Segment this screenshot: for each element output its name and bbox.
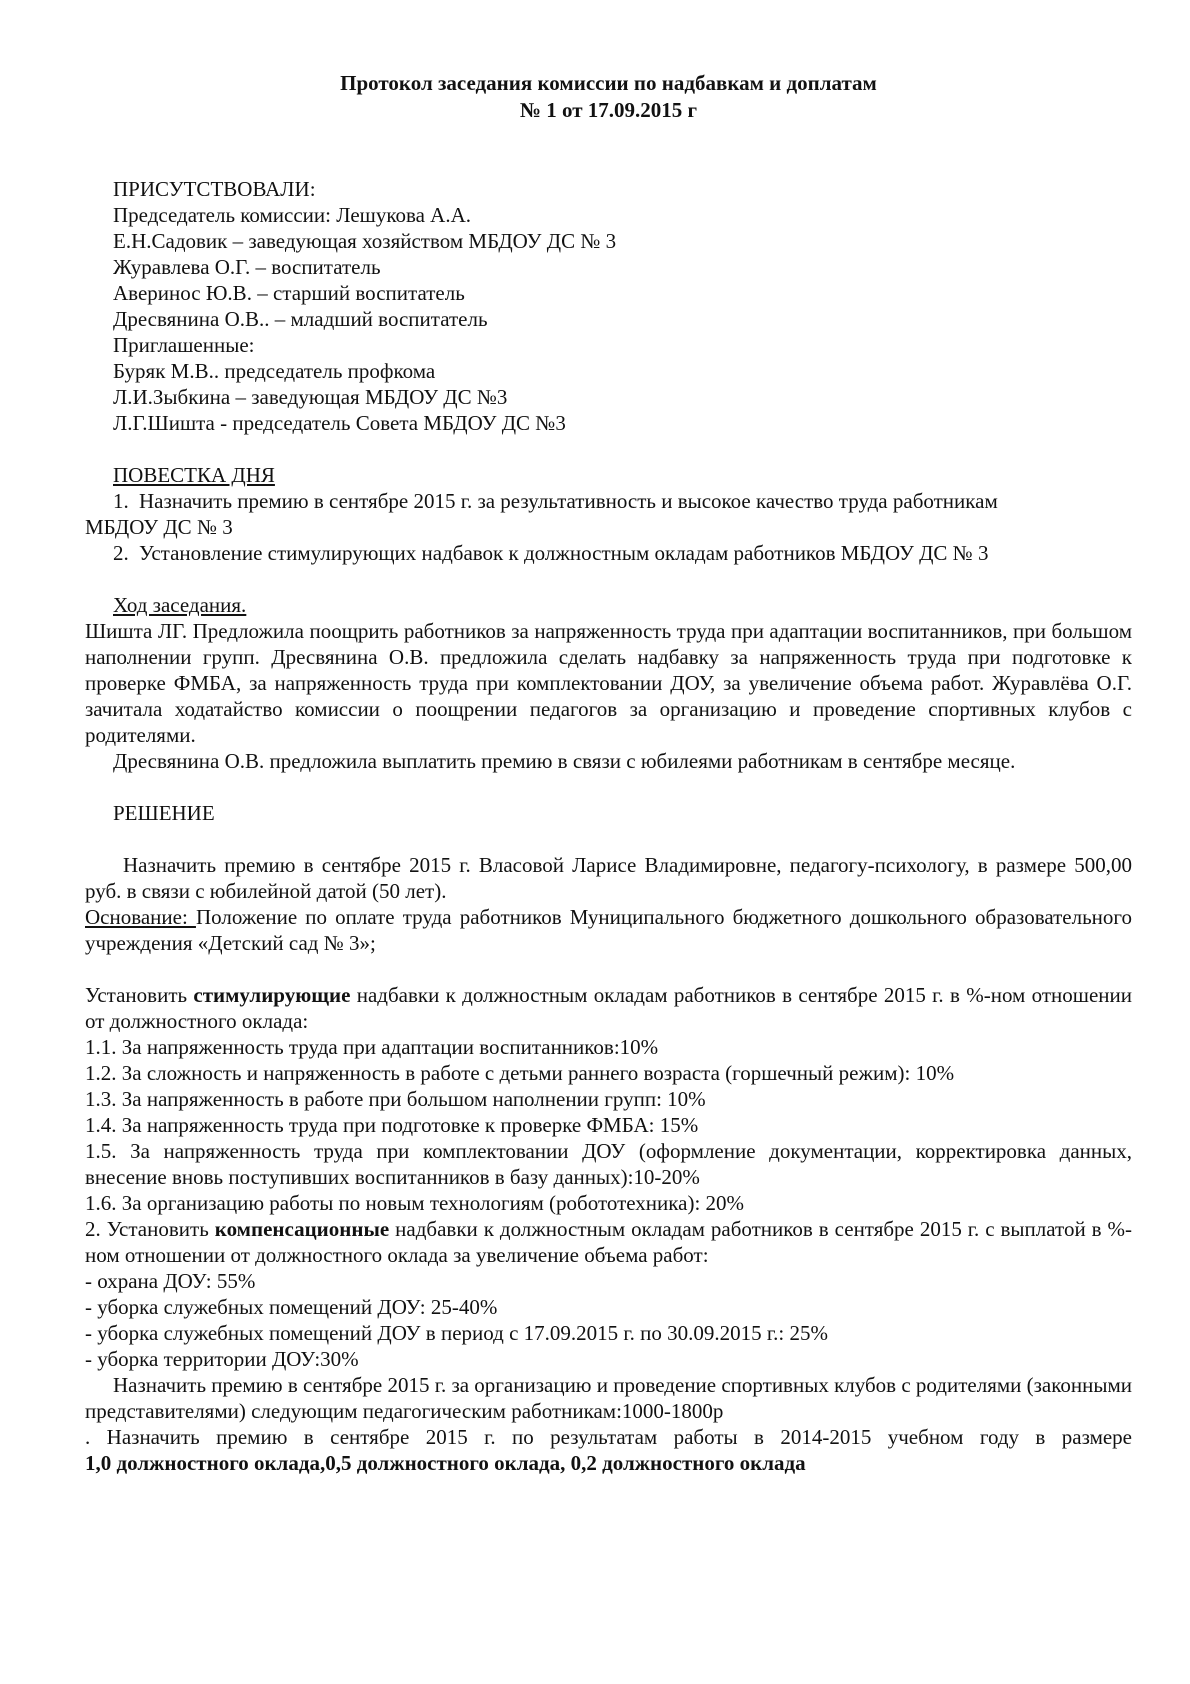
agenda-section [85,462,1132,566]
present-member: Журавлева О.Г. – воспитатель [113,255,381,279]
invited-heading: Приглашенные: [113,333,255,357]
title-line-2: № 1 от 17.09.2015 г [519,98,698,122]
meeting-paragraph-1: Шишта ЛГ. Предложила поощрить работников за напряженность труда при адаптации воспитанников, при большом наполнении групп. Дресвянина О.В. предложила сделать надбавку за напряженность труда при подготовке к проверке ФМБА, за напряженность труда при комплектовании ДОУ, за увеличение объема работ. Журавлёва О.Г. зачитала ходатайство комиссии о поощрении педагогов за организацию и проведение спортивных клубов с родителями. [85,619,1132,747]
stimulating-item: 1.6. За организацию работы по новым технологиям (робототехника): 20% [85,1191,745,1215]
decision-heading: РЕШЕНИЕ [113,801,215,825]
present-member: Председатель комиссии: Лешукова А.А. [113,203,472,227]
stimulating-item: 1.3. За напряженность в работе при большом наполнении групп: 10% [85,1087,706,1111]
present-member: Дресвянина О.В.. – младший воспитатель [113,307,488,331]
compensation-item: - уборка служебных помещений ДОУ в период с 17.09.2015 г. по 30.09.2015 г.: 25% [85,1321,828,1345]
meeting-paragraph-2: Дресвянина О.В. предложила выплатить премию в связи с юбилеями работникам в сентябре месяце. [113,749,1016,773]
agenda-item-2: 2. Установление стимулирующих надбавок к должностным окладам работников МБДОУ ДС № 3 [113,541,989,565]
year-results-amounts: 1,0 должностного оклада,0,5 должностного оклада, 0,2 должностного оклада [85,1451,806,1475]
compensation-intro: 2. Установить компенсационные надбавки к должностным окладам работников в сентябре 2015 г. с выплатой в %-ном отношении от должностного оклада за увеличение объема работ: [85,1217,1132,1267]
agenda-item-1-cont: МБДОУ ДС № 3 [85,515,233,539]
present-member: Аверинос Ю.В. – старший воспитатель [113,281,465,305]
basis-label: Основание: [85,905,196,929]
decision-basis [85,904,1132,956]
basis-text: Положение по оплате труда работников Муниципального бюджетного дошкольного образовательного учреждения «Детский сад № 3»; [85,905,1132,955]
invited-member: Л.И.Зыбкина – заведующая МБДОУ ДС №3 [113,385,508,409]
meeting-heading: Ход заседания. [113,593,247,617]
year-results-bonus: . Назначить премию в сентябре 2015 г. по результатам работы в 2014-2015 учебном году в размере [85,1425,1132,1449]
invited-member: Л.Г.Шишта - председатель Совета МБДОУ ДС №3 [113,411,566,435]
present-member: Е.Н.Садовик – заведующая хозяйством МБДОУ ДС № 3 [113,229,617,253]
present-heading: ПРИСУТСТВОВАЛИ: [113,177,316,201]
title-line-1: Протокол заседания комиссии по надбавкам и доплатам [340,71,877,95]
decision-section [85,800,1132,1476]
invited-member: Буряк М.В.. председатель профкома [113,359,436,383]
agenda-item-1: 1. Назначить премию в сентябре 2015 г. за результативность и высокое качество труда работникам [113,489,998,513]
stimulating-item: 1.5. За напряженность труда при комплектовании ДОУ (оформление документации, корректировка данных, внесение вновь поступивших воспитанников в базу данных):10-20% [85,1139,1132,1189]
present-section [85,176,1132,436]
stimulating-item: 1.2. За сложность и напряженность в работе с детьми раннего возраста (горшечный режим): 10% [85,1061,955,1085]
compensation-item: - уборка служебных помещений ДОУ: 25-40% [85,1295,498,1319]
sport-clubs-bonus: Назначить премию в сентябре 2015 г. за организацию и проведение спортивных клубов с родителями (законными представителями) следующим педагогическим работникам:1000-1800р [85,1373,1132,1423]
stimulating-intro: Установить стимулирующие надбавки к должностным окладам работников в сентябре 2015 г. в %-ном отношении от должностного оклада: [85,983,1132,1033]
stimulating-item: 1.1. За напряженность труда при адаптации воспитанников:10% [85,1035,659,1059]
stimulating-item: 1.4. За напряженность труда при подготовке к проверке ФМБА: 15% [85,1113,699,1137]
agenda-heading: ПОВЕСТКА ДНЯ [113,463,275,487]
compensation-item: - охрана ДОУ: 55% [85,1269,256,1293]
document-title [85,70,1132,124]
meeting-section [85,592,1132,774]
compensation-item: - уборка территории ДОУ:30% [85,1347,359,1371]
decision-paragraph-1: Назначить премию в сентябре 2015 г. Власовой Ларисе Владимировне, педагогу-психологу, в размере 500,00 руб. в связи с юбилейной датой (50 лет). [85,853,1132,903]
